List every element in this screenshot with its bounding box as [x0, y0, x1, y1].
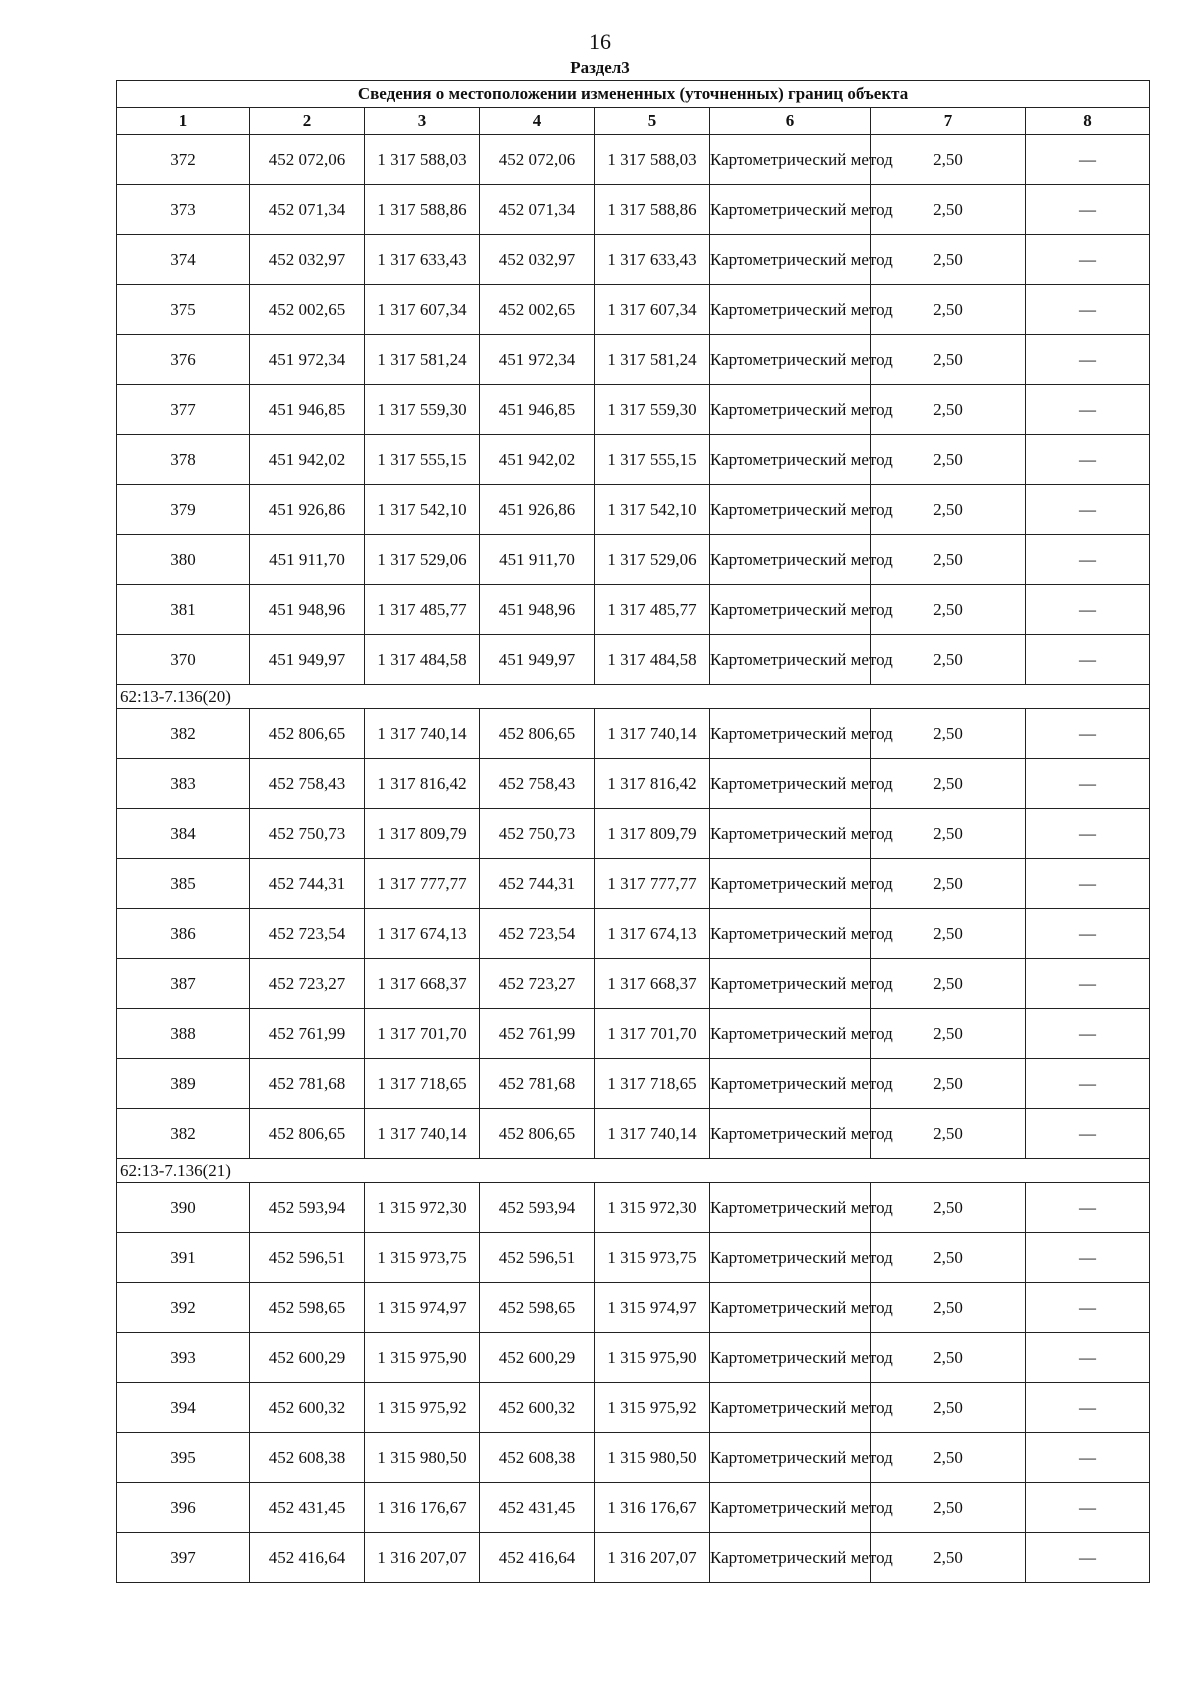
new-x-cell: 451 942,02 — [480, 435, 595, 485]
new-x-cell: 452 002,65 — [480, 285, 595, 335]
method-cell: Картометрический метод — [710, 1009, 871, 1059]
method-cell: Картометрический метод — [710, 135, 871, 185]
old-y-cell: 1 317 485,77 — [365, 585, 480, 635]
old-x-cell: 451 972,34 — [250, 335, 365, 385]
description-cell: — — [1026, 1183, 1150, 1233]
old-x-cell: 452 431,45 — [250, 1483, 365, 1533]
new-y-cell: 1 317 484,58 — [595, 635, 710, 685]
description-cell: — — [1026, 585, 1150, 635]
point-number-cell: 387 — [117, 959, 250, 1009]
column-number: 6 — [710, 108, 871, 135]
accuracy-cell: 2,50 — [871, 585, 1026, 635]
table-row — [117, 1233, 1150, 1283]
old-x-cell: 452 781,68 — [250, 1059, 365, 1109]
old-y-cell: 1 317 555,15 — [365, 435, 480, 485]
accuracy-cell: 2,50 — [871, 1433, 1026, 1483]
point-number-cell: 389 — [117, 1059, 250, 1109]
new-y-cell: 1 317 559,30 — [595, 385, 710, 435]
new-x-cell: 451 911,70 — [480, 535, 595, 585]
old-y-cell: 1 317 484,58 — [365, 635, 480, 685]
new-x-cell: 452 032,97 — [480, 235, 595, 285]
new-x-cell: 451 926,86 — [480, 485, 595, 535]
point-number-cell: 392 — [117, 1283, 250, 1333]
new-x-cell: 451 946,85 — [480, 385, 595, 435]
old-x-cell: 451 948,96 — [250, 585, 365, 635]
old-x-cell: 452 002,65 — [250, 285, 365, 335]
table-row — [117, 809, 1150, 859]
description-cell: — — [1026, 859, 1150, 909]
column-number: 2 — [250, 108, 365, 135]
description-cell: — — [1026, 185, 1150, 235]
point-number-cell: 376 — [117, 335, 250, 385]
table-row — [117, 335, 1150, 385]
page-number: 16 — [589, 29, 611, 54]
new-x-cell: 452 600,32 — [480, 1383, 595, 1433]
accuracy-cell: 2,50 — [871, 235, 1026, 285]
description-cell: — — [1026, 385, 1150, 435]
old-y-cell: 1 317 529,06 — [365, 535, 480, 585]
accuracy-cell: 2,50 — [871, 435, 1026, 485]
table-row — [117, 909, 1150, 959]
new-y-cell: 1 315 974,97 — [595, 1283, 710, 1333]
new-y-cell: 1 317 809,79 — [595, 809, 710, 859]
old-y-cell: 1 316 176,67 — [365, 1483, 480, 1533]
old-x-cell: 451 926,86 — [250, 485, 365, 535]
old-x-cell: 452 072,06 — [250, 135, 365, 185]
new-y-cell: 1 317 718,65 — [595, 1059, 710, 1109]
description-cell: — — [1026, 135, 1150, 185]
old-x-cell: 452 598,65 — [250, 1283, 365, 1333]
new-x-cell: 452 431,45 — [480, 1483, 595, 1533]
method-cell: Картометрический метод — [710, 709, 871, 759]
table-row — [117, 759, 1150, 809]
new-x-cell: 452 744,31 — [480, 859, 595, 909]
point-number-cell: 379 — [117, 485, 250, 535]
old-y-cell: 1 316 207,07 — [365, 1533, 480, 1583]
method-cell: Картометрический метод — [710, 1109, 871, 1159]
table-row — [117, 709, 1150, 759]
description-cell: — — [1026, 1533, 1150, 1583]
point-number-cell: 383 — [117, 759, 250, 809]
table-row — [117, 235, 1150, 285]
method-cell: Картометрический метод — [710, 1433, 871, 1483]
column-number: 4 — [480, 108, 595, 135]
accuracy-cell: 2,50 — [871, 809, 1026, 859]
table-row — [117, 1533, 1150, 1583]
method-cell: Картометрический метод — [710, 809, 871, 859]
old-y-cell: 1 315 980,50 — [365, 1433, 480, 1483]
point-number-cell: 382 — [117, 709, 250, 759]
old-y-cell: 1 317 542,10 — [365, 485, 480, 535]
accuracy-cell: 2,50 — [871, 1009, 1026, 1059]
coordinates-table — [116, 80, 1150, 1583]
new-y-cell: 1 316 207,07 — [595, 1533, 710, 1583]
description-cell: — — [1026, 1283, 1150, 1333]
accuracy-cell: 2,50 — [871, 1283, 1026, 1333]
old-x-cell: 452 806,65 — [250, 1109, 365, 1159]
accuracy-cell: 2,50 — [871, 1483, 1026, 1533]
old-y-cell: 1 317 816,42 — [365, 759, 480, 809]
new-x-cell: 451 949,97 — [480, 635, 595, 685]
old-y-cell: 1 317 559,30 — [365, 385, 480, 435]
accuracy-cell: 2,50 — [871, 385, 1026, 435]
method-cell: Картометрический метод — [710, 959, 871, 1009]
new-y-cell: 1 315 980,50 — [595, 1433, 710, 1483]
new-y-cell: 1 317 485,77 — [595, 585, 710, 635]
description-cell: — — [1026, 285, 1150, 335]
point-number-cell: 378 — [117, 435, 250, 485]
table-row — [117, 1333, 1150, 1383]
old-y-cell: 1 317 588,03 — [365, 135, 480, 185]
old-y-cell: 1 317 809,79 — [365, 809, 480, 859]
old-y-cell: 1 315 973,75 — [365, 1233, 480, 1283]
description-cell: — — [1026, 1109, 1150, 1159]
description-cell: — — [1026, 1009, 1150, 1059]
point-number-cell: 394 — [117, 1383, 250, 1433]
accuracy-cell: 2,50 — [871, 485, 1026, 535]
table-row — [117, 385, 1150, 435]
new-x-cell: 452 806,65 — [480, 1109, 595, 1159]
new-y-cell: 1 317 740,14 — [595, 1109, 710, 1159]
method-cell: Картометрический метод — [710, 1483, 871, 1533]
group-row — [117, 685, 1150, 709]
method-cell: Картометрический метод — [710, 1533, 871, 1583]
point-number-cell: 384 — [117, 809, 250, 859]
description-cell: — — [1026, 1233, 1150, 1283]
new-x-cell: 452 761,99 — [480, 1009, 595, 1059]
new-y-cell: 1 316 176,67 — [595, 1483, 710, 1533]
table-body — [117, 135, 1150, 1583]
old-y-cell: 1 315 974,97 — [365, 1283, 480, 1333]
description-cell: — — [1026, 759, 1150, 809]
description-cell: — — [1026, 1433, 1150, 1483]
point-number-cell: 391 — [117, 1233, 250, 1283]
accuracy-cell: 2,50 — [871, 909, 1026, 959]
point-number-cell: 370 — [117, 635, 250, 685]
accuracy-cell: 2,50 — [871, 709, 1026, 759]
new-x-cell: 452 750,73 — [480, 809, 595, 859]
table-row — [117, 1109, 1150, 1159]
description-cell: — — [1026, 709, 1150, 759]
old-x-cell: 452 761,99 — [250, 1009, 365, 1059]
accuracy-cell: 2,50 — [871, 1183, 1026, 1233]
table-row — [117, 435, 1150, 485]
old-x-cell: 452 806,65 — [250, 709, 365, 759]
new-y-cell: 1 315 975,90 — [595, 1333, 710, 1383]
description-cell: — — [1026, 485, 1150, 535]
new-y-cell: 1 317 588,86 — [595, 185, 710, 235]
description-cell: — — [1026, 535, 1150, 585]
new-y-cell: 1 315 975,92 — [595, 1383, 710, 1433]
point-number-cell: 397 — [117, 1533, 250, 1583]
old-x-cell: 451 942,02 — [250, 435, 365, 485]
method-cell: Картометрический метод — [710, 335, 871, 385]
old-x-cell: 452 723,54 — [250, 909, 365, 959]
point-number-cell: 380 — [117, 535, 250, 585]
new-x-cell: 451 972,34 — [480, 335, 595, 385]
table-row — [117, 1283, 1150, 1333]
column-number: 8 — [1026, 108, 1150, 135]
new-y-cell: 1 317 607,34 — [595, 285, 710, 335]
description-cell: — — [1026, 335, 1150, 385]
accuracy-cell: 2,50 — [871, 135, 1026, 185]
method-cell: Картометрический метод — [710, 759, 871, 809]
new-y-cell: 1 317 581,24 — [595, 335, 710, 385]
old-x-cell: 452 071,34 — [250, 185, 365, 235]
method-cell: Картометрический метод — [710, 635, 871, 685]
new-y-cell: 1 317 555,15 — [595, 435, 710, 485]
old-y-cell: 1 315 975,90 — [365, 1333, 480, 1383]
method-cell: Картометрический метод — [710, 235, 871, 285]
point-number-cell: 375 — [117, 285, 250, 335]
new-y-cell: 1 317 674,13 — [595, 909, 710, 959]
old-y-cell: 1 317 668,37 — [365, 959, 480, 1009]
group-label: 62:13-7.136(21) — [117, 1159, 1150, 1183]
section-title: Раздел3 — [570, 58, 630, 77]
new-y-cell: 1 317 529,06 — [595, 535, 710, 585]
table-row — [117, 635, 1150, 685]
column-number: 7 — [871, 108, 1026, 135]
new-x-cell: 452 608,38 — [480, 1433, 595, 1483]
method-cell: Картометрический метод — [710, 585, 871, 635]
accuracy-cell: 2,50 — [871, 1109, 1026, 1159]
accuracy-cell: 2,50 — [871, 1233, 1026, 1283]
group-row — [117, 1159, 1150, 1183]
old-x-cell: 452 600,32 — [250, 1383, 365, 1433]
old-y-cell: 1 317 633,43 — [365, 235, 480, 285]
accuracy-cell: 2,50 — [871, 335, 1026, 385]
accuracy-cell: 2,50 — [871, 759, 1026, 809]
old-y-cell: 1 317 701,70 — [365, 1009, 480, 1059]
table-row — [117, 135, 1150, 185]
method-cell: Картометрический метод — [710, 1059, 871, 1109]
point-number-cell: 393 — [117, 1333, 250, 1383]
table-row — [117, 485, 1150, 535]
table-row — [117, 1483, 1150, 1533]
column-number: 1 — [117, 108, 250, 135]
table-row — [117, 285, 1150, 335]
new-y-cell: 1 315 972,30 — [595, 1183, 710, 1233]
old-x-cell: 452 723,27 — [250, 959, 365, 1009]
table-row — [117, 1183, 1150, 1233]
old-x-cell: 452 744,31 — [250, 859, 365, 909]
table-row — [117, 959, 1150, 1009]
old-x-cell: 451 911,70 — [250, 535, 365, 585]
new-y-cell: 1 317 542,10 — [595, 485, 710, 535]
method-cell: Картометрический метод — [710, 435, 871, 485]
old-y-cell: 1 317 588,86 — [365, 185, 480, 235]
point-number-cell: 372 — [117, 135, 250, 185]
table-row — [117, 1009, 1150, 1059]
old-y-cell: 1 317 718,65 — [365, 1059, 480, 1109]
new-y-cell: 1 317 740,14 — [595, 709, 710, 759]
group-label: 62:13-7.136(20) — [117, 685, 1150, 709]
method-cell: Картометрический метод — [710, 909, 871, 959]
old-x-cell: 452 758,43 — [250, 759, 365, 809]
accuracy-cell: 2,50 — [871, 1533, 1026, 1583]
point-number-cell: 373 — [117, 185, 250, 235]
description-cell: — — [1026, 959, 1150, 1009]
old-y-cell: 1 315 972,30 — [365, 1183, 480, 1233]
new-x-cell: 452 723,54 — [480, 909, 595, 959]
old-x-cell: 452 593,94 — [250, 1183, 365, 1233]
method-cell: Картометрический метод — [710, 859, 871, 909]
accuracy-cell: 2,50 — [871, 1333, 1026, 1383]
column-number: 3 — [365, 108, 480, 135]
method-cell: Картометрический метод — [710, 1233, 871, 1283]
description-cell: — — [1026, 435, 1150, 485]
description-cell: — — [1026, 235, 1150, 285]
new-y-cell: 1 317 633,43 — [595, 235, 710, 285]
point-number-cell: 382 — [117, 1109, 250, 1159]
table-row — [117, 585, 1150, 635]
new-y-cell: 1 317 816,42 — [595, 759, 710, 809]
point-number-cell: 374 — [117, 235, 250, 285]
description-cell: — — [1026, 909, 1150, 959]
method-cell: Картометрический метод — [710, 535, 871, 585]
old-x-cell: 451 946,85 — [250, 385, 365, 435]
old-x-cell: 452 032,97 — [250, 235, 365, 285]
accuracy-cell: 2,50 — [871, 535, 1026, 585]
method-cell: Картометрический метод — [710, 1183, 871, 1233]
old-y-cell: 1 315 975,92 — [365, 1383, 480, 1433]
old-y-cell: 1 317 740,14 — [365, 1109, 480, 1159]
new-y-cell: 1 317 701,70 — [595, 1009, 710, 1059]
method-cell: Картометрический метод — [710, 485, 871, 535]
accuracy-cell: 2,50 — [871, 1383, 1026, 1433]
accuracy-cell: 2,50 — [871, 859, 1026, 909]
table-row — [117, 535, 1150, 585]
accuracy-cell: 2,50 — [871, 959, 1026, 1009]
method-cell: Картометрический метод — [710, 1283, 871, 1333]
description-cell: — — [1026, 1059, 1150, 1109]
new-x-cell: 452 600,29 — [480, 1333, 595, 1383]
old-x-cell: 451 949,97 — [250, 635, 365, 685]
accuracy-cell: 2,50 — [871, 1059, 1026, 1109]
old-x-cell: 452 416,64 — [250, 1533, 365, 1583]
new-y-cell: 1 315 973,75 — [595, 1233, 710, 1283]
table-row — [117, 185, 1150, 235]
table-caption: Сведения о местоположении измененных (уточненных) границ объекта — [117, 81, 1150, 108]
point-number-cell: 396 — [117, 1483, 250, 1533]
method-cell: Картометрический метод — [710, 385, 871, 435]
description-cell: — — [1026, 809, 1150, 859]
new-x-cell: 452 416,64 — [480, 1533, 595, 1583]
method-cell: Картометрический метод — [710, 185, 871, 235]
new-y-cell: 1 317 777,77 — [595, 859, 710, 909]
old-y-cell: 1 317 777,77 — [365, 859, 480, 909]
description-cell: — — [1026, 1333, 1150, 1383]
old-x-cell: 452 600,29 — [250, 1333, 365, 1383]
accuracy-cell: 2,50 — [871, 185, 1026, 235]
old-y-cell: 1 317 674,13 — [365, 909, 480, 959]
column-number: 5 — [595, 108, 710, 135]
old-x-cell: 452 608,38 — [250, 1433, 365, 1483]
new-x-cell: 452 071,34 — [480, 185, 595, 235]
accuracy-cell: 2,50 — [871, 635, 1026, 685]
table-row — [117, 1433, 1150, 1483]
point-number-cell: 395 — [117, 1433, 250, 1483]
table-row — [117, 1059, 1150, 1109]
new-x-cell: 452 723,27 — [480, 959, 595, 1009]
accuracy-cell: 2,50 — [871, 285, 1026, 335]
new-y-cell: 1 317 668,37 — [595, 959, 710, 1009]
method-cell: Картометрический метод — [710, 1383, 871, 1433]
table-row — [117, 1383, 1150, 1433]
old-x-cell: 452 596,51 — [250, 1233, 365, 1283]
old-y-cell: 1 317 607,34 — [365, 285, 480, 335]
old-y-cell: 1 317 740,14 — [365, 709, 480, 759]
new-x-cell: 452 598,65 — [480, 1283, 595, 1333]
new-x-cell: 452 806,65 — [480, 709, 595, 759]
new-x-cell: 451 948,96 — [480, 585, 595, 635]
new-x-cell: 452 781,68 — [480, 1059, 595, 1109]
new-x-cell: 452 072,06 — [480, 135, 595, 185]
description-cell: — — [1026, 635, 1150, 685]
point-number-cell: 386 — [117, 909, 250, 959]
table-row — [117, 859, 1150, 909]
point-number-cell: 388 — [117, 1009, 250, 1059]
new-x-cell: 452 593,94 — [480, 1183, 595, 1233]
description-cell: — — [1026, 1383, 1150, 1433]
point-number-cell: 390 — [117, 1183, 250, 1233]
method-cell: Картометрический метод — [710, 1333, 871, 1383]
new-x-cell: 452 596,51 — [480, 1233, 595, 1283]
point-number-cell: 377 — [117, 385, 250, 435]
new-x-cell: 452 758,43 — [480, 759, 595, 809]
method-cell: Картометрический метод — [710, 285, 871, 335]
old-x-cell: 452 750,73 — [250, 809, 365, 859]
point-number-cell: 385 — [117, 859, 250, 909]
description-cell: — — [1026, 1483, 1150, 1533]
point-number-cell: 381 — [117, 585, 250, 635]
new-y-cell: 1 317 588,03 — [595, 135, 710, 185]
old-y-cell: 1 317 581,24 — [365, 335, 480, 385]
